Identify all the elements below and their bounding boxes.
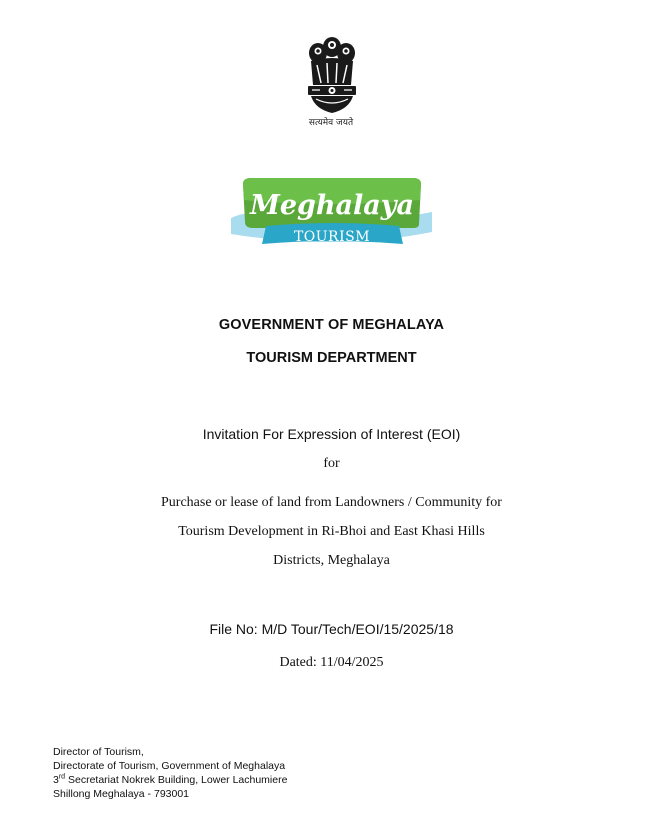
address-line: Shillong Meghalaya - 793001 xyxy=(53,788,190,800)
address-line: Director of Tourism, xyxy=(53,746,144,758)
address-line xyxy=(53,773,287,787)
dated: Dated: 11/04/2025 xyxy=(279,655,384,670)
eoi-heading: Invitation For Expression of Interest (EOI) xyxy=(202,426,461,442)
meghalaya-tourism-logo xyxy=(231,178,432,250)
address-street: Secretariat Nokrek Building, Lower Lachumiere xyxy=(65,774,288,786)
eoi-subject-line: Tourism Development in Ri-Bhoi and East Khasi Hills xyxy=(178,524,485,539)
eoi-for: for xyxy=(323,456,340,471)
address-ordinal: rd xyxy=(58,773,66,781)
department-title: TOURISM DEPARTMENT xyxy=(246,350,417,366)
emblem-motto: सत्यमेव जयते xyxy=(308,118,354,128)
logo-brand-text: Meghalaya xyxy=(249,190,415,221)
address-number: 3 xyxy=(53,774,59,786)
eoi-subject xyxy=(0,488,663,575)
address-line: Directorate of Tourism, Government of Meghalaya xyxy=(53,760,286,772)
government-title: GOVERNMENT OF MEGHALAYA xyxy=(218,317,445,333)
eoi-subject-line: Purchase or lease of land from Landowners / Community for xyxy=(161,495,502,510)
eoi-subject-line: Districts, Meghalaya xyxy=(273,553,390,568)
address-block xyxy=(53,745,287,801)
file-number: File No: M/D Tour/Tech/EOI/15/2025/18 xyxy=(209,621,454,637)
logo-sub-text: TOURISM xyxy=(293,229,371,245)
